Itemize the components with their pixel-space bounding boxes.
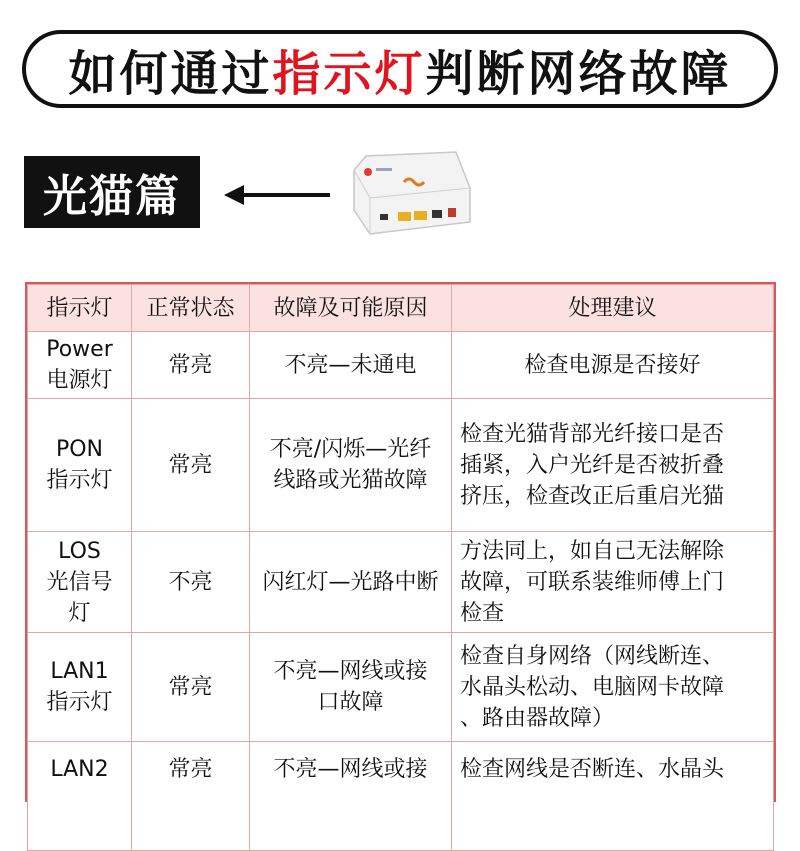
title-suffix: 判断网络故障 — [425, 45, 732, 102]
cell-fault: 闪红灯—光路中断 — [250, 532, 452, 633]
cell-normal: 常亮 — [132, 742, 250, 851]
cell-normal: 常亮 — [132, 633, 250, 742]
cell-normal: 常亮 — [132, 332, 250, 399]
header-fault-cause: 故障及可能原因 — [250, 285, 452, 332]
cell-fault: 不亮—未通电 — [250, 332, 452, 399]
optical-modem-image — [348, 148, 474, 238]
cell-advice: 检查自身网络（网线断连、 水晶头松动、电脑网卡故障 、路由器故障） — [452, 633, 774, 742]
table-row — [28, 742, 774, 851]
header-advice: 处理建议 — [452, 285, 774, 332]
cell-advice: 检查网线是否断连、水晶头 — [452, 742, 774, 851]
cell-indicator: PON 指示灯 — [28, 399, 132, 532]
cell-advice: 检查光猫背部光纤接口是否 插紧，入户光纤是否被折叠 挤压，检查改正后重启光猫 — [452, 399, 774, 532]
cell-indicator: LAN1 指示灯 — [28, 633, 132, 742]
table-row — [28, 399, 774, 532]
section-badge: 光猫篇 — [24, 156, 200, 228]
table-row — [28, 633, 774, 742]
cell-normal: 不亮 — [132, 532, 250, 633]
indicator-table — [25, 282, 776, 802]
page-title — [22, 30, 778, 108]
cell-fault: 不亮—网线或接 — [250, 742, 452, 851]
header-normal-state: 正常状态 — [132, 285, 250, 332]
cell-indicator: LAN2 — [28, 742, 132, 851]
table-header-row — [28, 285, 774, 332]
cell-fault: 不亮/闪烁—光纤 线路或光猫故障 — [250, 399, 452, 532]
title-prefix: 如何通过 — [68, 45, 273, 102]
cell-indicator: LOS 光信号 灯 — [28, 532, 132, 633]
table-row — [28, 332, 774, 399]
cell-normal: 常亮 — [132, 399, 250, 532]
title-highlight: 指示灯 — [272, 45, 426, 102]
header-indicator: 指示灯 — [28, 285, 132, 332]
cell-advice: 检查电源是否接好 — [452, 332, 774, 399]
arrow-left-icon — [224, 180, 332, 210]
cell-indicator: Power 电源灯 — [28, 332, 132, 399]
cell-fault: 不亮—网线或接 口故障 — [250, 633, 452, 742]
cell-advice: 方法同上，如自己无法解除 故障，可联系装维师傅上门 检查 — [452, 532, 774, 633]
table-row — [28, 532, 774, 633]
